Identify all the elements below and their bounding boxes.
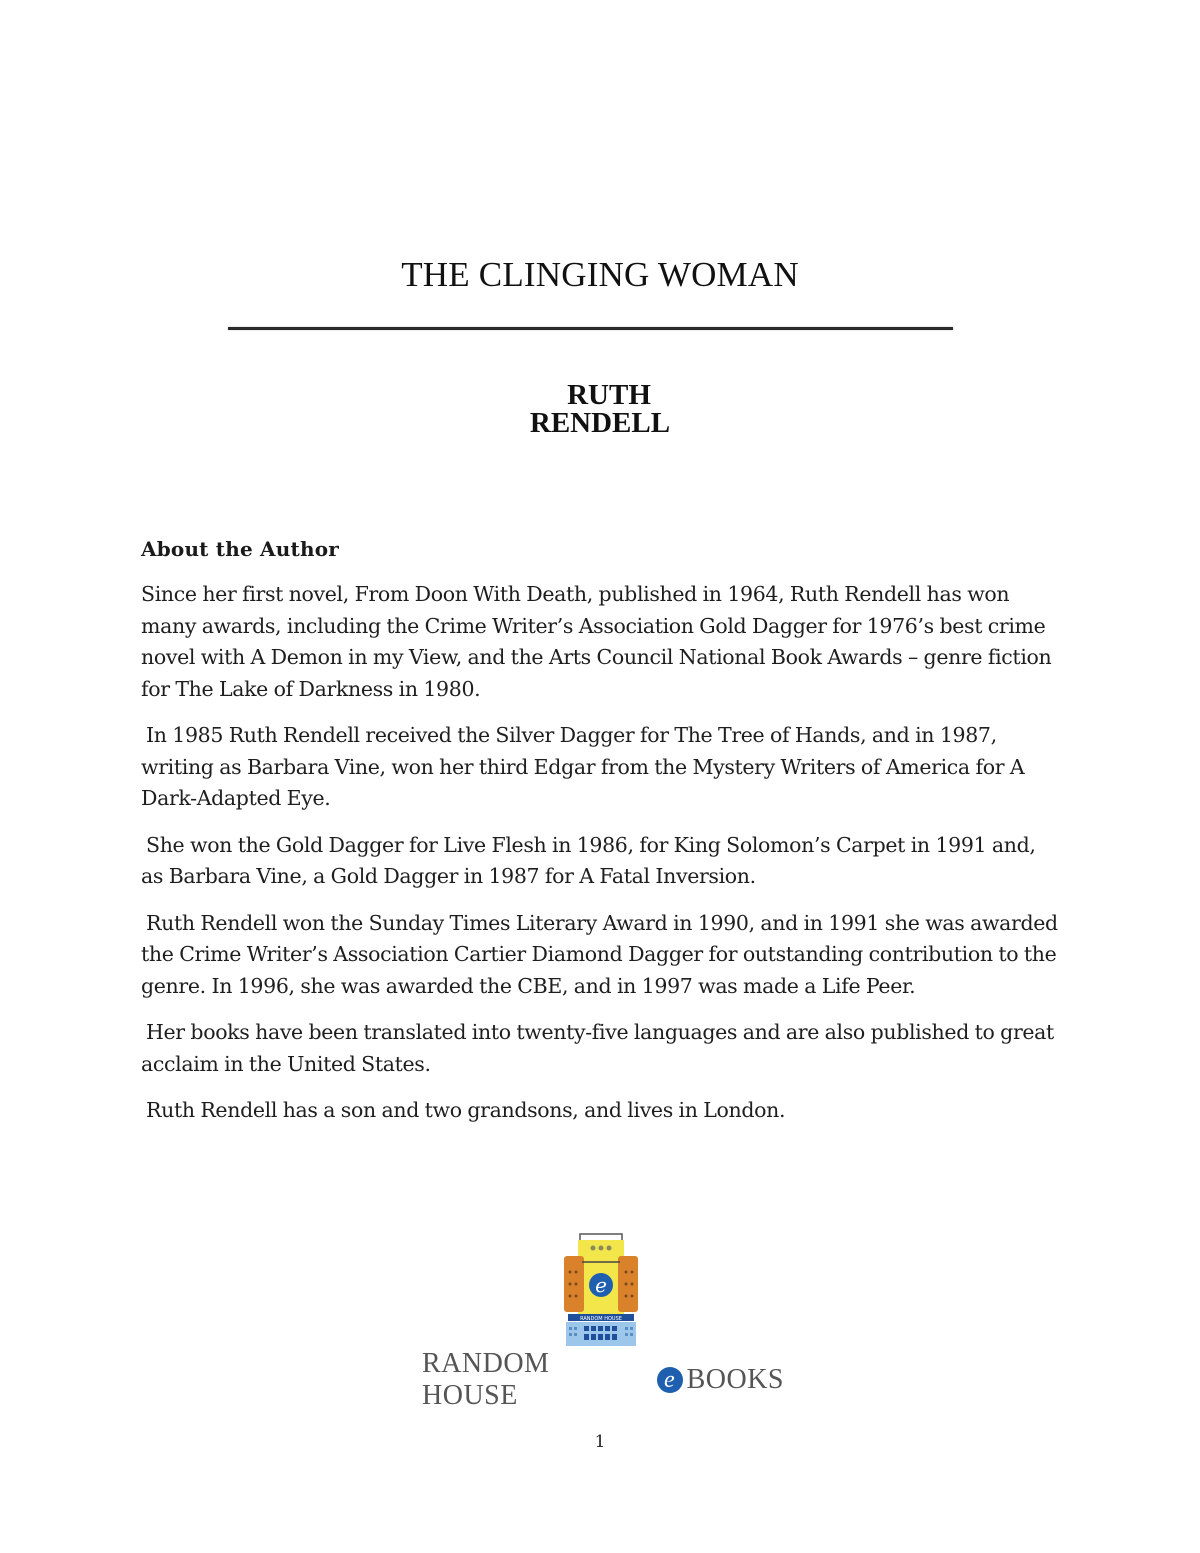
bio-paragraph: Ruth Rendell has a son and two grandsons, and lives in London.: [146, 1098, 786, 1122]
author-first-name: RUTH: [567, 379, 651, 411]
bio-paragraph: Ruth Rendell won the Sunday Times Literary Award in 1990, and in 1991 she was awarded the Crime Writer’s Association Cartier Diamond Dagger for outstanding contribution to the genre. In 1996, she was awarded the CBE, and in 1997 was made a Life Peer.: [141, 910, 1058, 998]
svg-text:e: e: [595, 1273, 607, 1297]
author-name: [0, 381, 1200, 437]
about-the-author-section: [141, 537, 1061, 1142]
section-heading: About the Author: [141, 537, 339, 561]
svg-text:RANDOM HOUSE: RANDOM HOUSE: [580, 1316, 622, 1322]
page-number: 1: [594, 1432, 606, 1452]
bio-paragraph: Her books have been translated into twenty-five languages and are also published to great acclaim in the United States.: [141, 1020, 1054, 1076]
publisher-logo-icon: [558, 1232, 644, 1348]
bio-paragraph: In 1985 Ruth Rendell received the Silver Dagger for The Tree of Hands, and in 1987, writing as Barbara Vine, won her third Edgar from the Mystery Writers of America for A Dark-Adapted Eye.: [141, 723, 1025, 810]
ebook-e-icon: e: [657, 1367, 683, 1393]
author-last-name: RENDELL: [529, 407, 671, 439]
publisher-wordmark: [422, 1348, 784, 1411]
title-divider: [228, 327, 953, 330]
bio-paragraph: She won the Gold Dagger for Live Flesh in 1986, for King Solomon’s Carpet in 1991 and, as Barbara Vine, a Gold Dagger in 1987 for A Fatal Inversion.: [141, 832, 1036, 888]
bio-paragraph: Since her first novel, From Doon With Death, published in 1964, Ruth Rendell has won many awards, including the Crime Writer’s Association Gold Dagger for 1976’s best crime novel with A Demon in my View, and the Arts Council National Book Awards – genre fiction for The Lake of Darkness in 1980.: [141, 582, 1052, 701]
book-title: THE CLINGING WOMAN: [401, 255, 799, 295]
wordmark-left: RANDOM HOUSE: [422, 1348, 550, 1411]
wordmark-right: BOOKS: [686, 1364, 784, 1395]
